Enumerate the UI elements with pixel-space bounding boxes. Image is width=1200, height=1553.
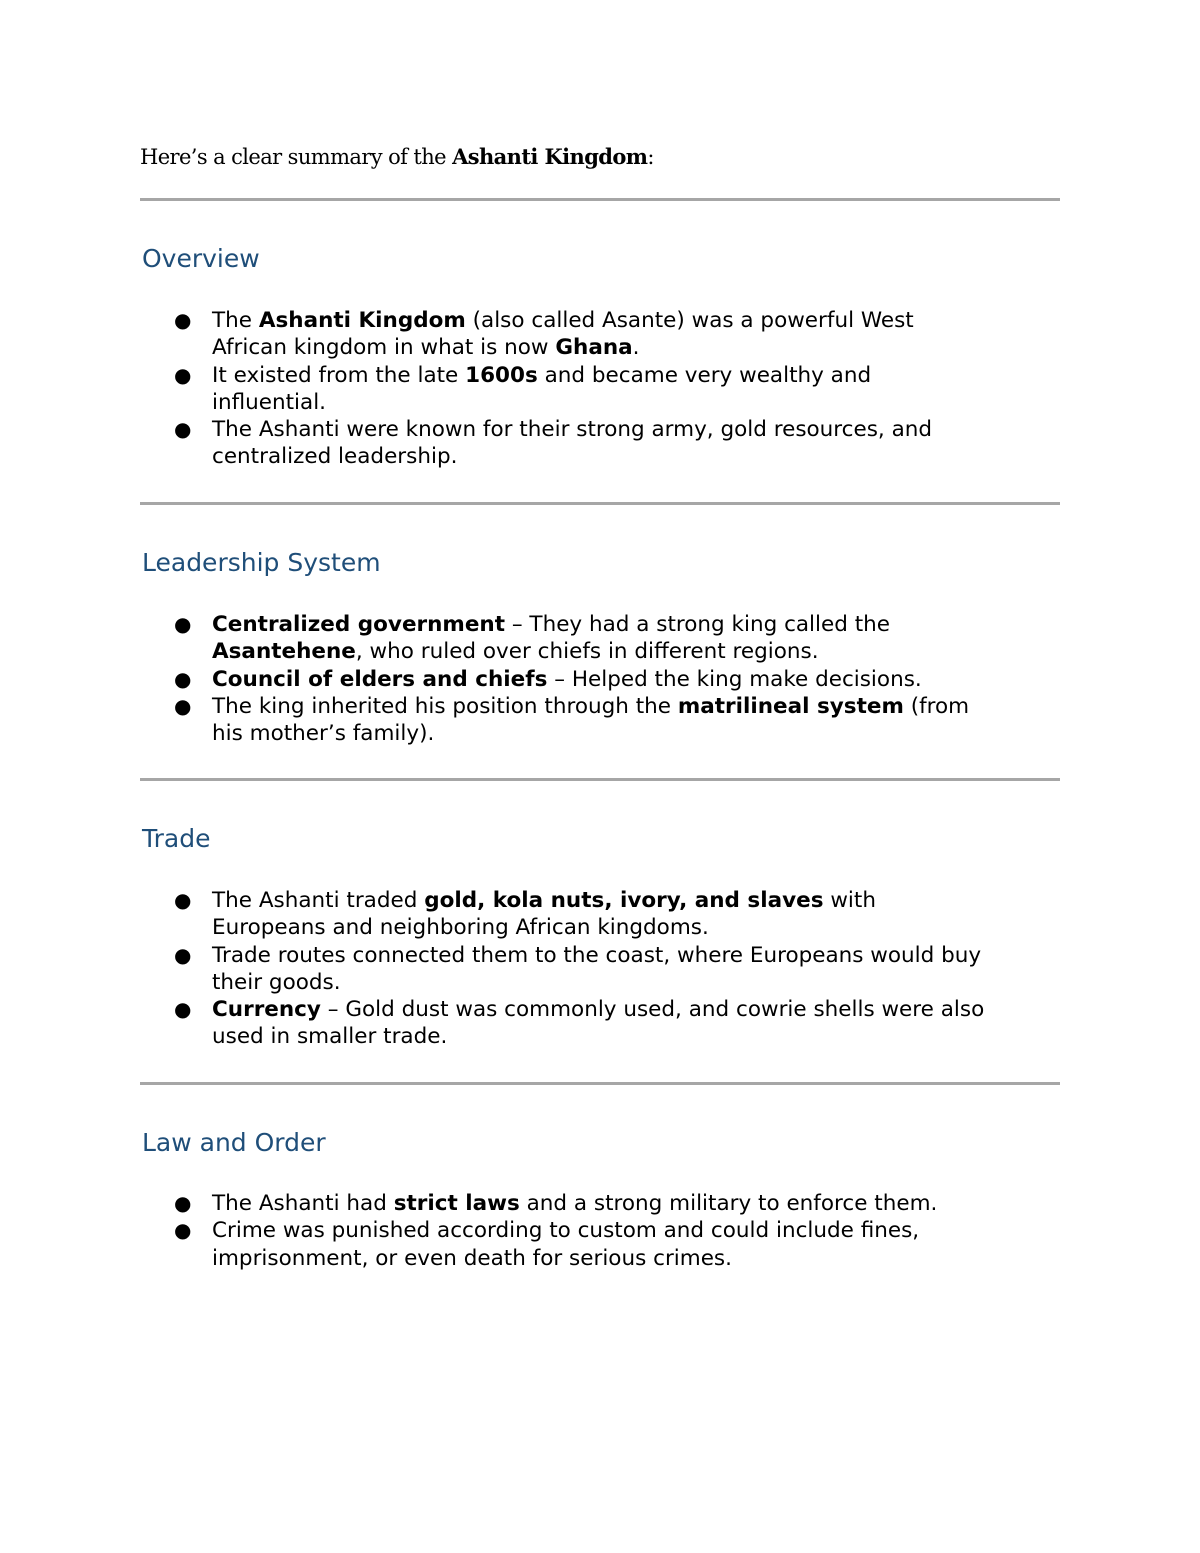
overview-list	[140, 307, 1060, 471]
item-text: The	[212, 308, 259, 333]
divider	[140, 778, 1060, 781]
bullet-icon: ●	[174, 417, 192, 442]
item-text: with	[823, 888, 876, 913]
item-text: , who ruled over chiefs in different regions.	[355, 639, 819, 665]
bullet-icon: ●	[174, 666, 192, 691]
item-bold: matrilineal system	[677, 693, 904, 719]
bullet-icon: ●	[174, 612, 192, 636]
section-heading-law-and-order: Law and Order	[142, 1128, 326, 1157]
section-heading-overview: Overview	[142, 244, 260, 273]
bullet-icon: ●	[174, 1218, 192, 1243]
item-text: – They had a strong king called the	[505, 612, 890, 637]
item-text: Trade routes connected them to the coast, where Europeans would buy	[212, 942, 982, 968]
item-text: (from	[903, 693, 970, 719]
item-text: used in smaller trade.	[212, 1024, 448, 1050]
item-text: African kingdom in what is now	[212, 335, 556, 361]
intro-bold: Ashanti Kingdom	[452, 144, 648, 169]
bullet-icon: ●	[174, 308, 192, 332]
item-text: The king inherited his position through the	[212, 693, 678, 719]
item-text: The Ashanti traded	[212, 888, 425, 913]
item-bold: Ashanti Kingdom	[258, 308, 466, 333]
item-bold: Council of elders and chiefs	[212, 666, 548, 692]
bullet-icon: ●	[174, 888, 192, 912]
section-heading-trade: Trade	[142, 824, 211, 853]
item-text: and became very wealthy and	[537, 362, 872, 388]
item-bold: Ghana	[555, 335, 633, 361]
bullet-icon: ●	[174, 1191, 192, 1215]
item-text: influential.	[212, 389, 327, 415]
item-text: The Ashanti were known for their strong army, gold resources, and	[212, 417, 933, 443]
list-item	[140, 416, 1060, 471]
divider	[140, 1082, 1060, 1085]
bullet-icon: ●	[174, 362, 192, 387]
item-bold: strict laws	[393, 1191, 520, 1216]
list-item	[140, 362, 1060, 417]
item-text: imprisonment, or even death for serious crimes.	[212, 1245, 732, 1271]
item-text: .	[632, 335, 640, 361]
item-text: their goods.	[212, 969, 341, 995]
item-text: (also called Asante) was a powerful West	[465, 308, 914, 333]
list-item	[140, 996, 1060, 1051]
intro-suffix: :	[647, 145, 654, 169]
item-text: centralized leadership.	[212, 444, 458, 470]
bullet-icon: ●	[174, 942, 192, 967]
item-text: The Ashanti had	[212, 1191, 394, 1216]
section-heading-leadership: Leadership System	[142, 548, 381, 577]
divider	[140, 502, 1060, 505]
intro-text: Here’s a clear summary of the	[140, 145, 453, 169]
list-item	[140, 611, 1060, 666]
leadership-list	[140, 611, 1060, 747]
list-item	[140, 666, 1060, 693]
trade-list	[140, 887, 1060, 1051]
item-bold: Currency	[212, 997, 321, 1023]
item-text: – Gold dust was commonly used, and cowrie shells were also	[320, 997, 985, 1023]
bullet-icon: ●	[174, 997, 192, 1022]
list-item	[140, 693, 1060, 748]
intro-line	[140, 143, 654, 171]
item-bold: Centralized government	[212, 612, 506, 637]
item-text: It existed from the late	[212, 362, 466, 388]
list-item	[140, 887, 1060, 942]
item-bold: gold, kola nuts, ivory, and slaves	[424, 888, 824, 913]
item-text: his mother’s family).	[212, 721, 435, 747]
list-item	[140, 307, 1060, 362]
list-item	[140, 1190, 1060, 1217]
list-item	[140, 1217, 1060, 1272]
item-text: and a strong military to enforce them.	[519, 1191, 938, 1216]
list-item	[140, 942, 1060, 997]
item-bold: 1600s	[465, 362, 538, 388]
item-bold: Asantehene	[212, 639, 356, 665]
item-text: Crime was punished according to custom and could include fines,	[212, 1218, 920, 1244]
item-text: Europeans and neighboring African kingdoms.	[212, 915, 709, 941]
divider	[140, 198, 1060, 201]
law-list	[140, 1190, 1060, 1272]
item-text: – Helped the king make decisions.	[547, 666, 922, 692]
bullet-icon: ●	[174, 693, 192, 718]
